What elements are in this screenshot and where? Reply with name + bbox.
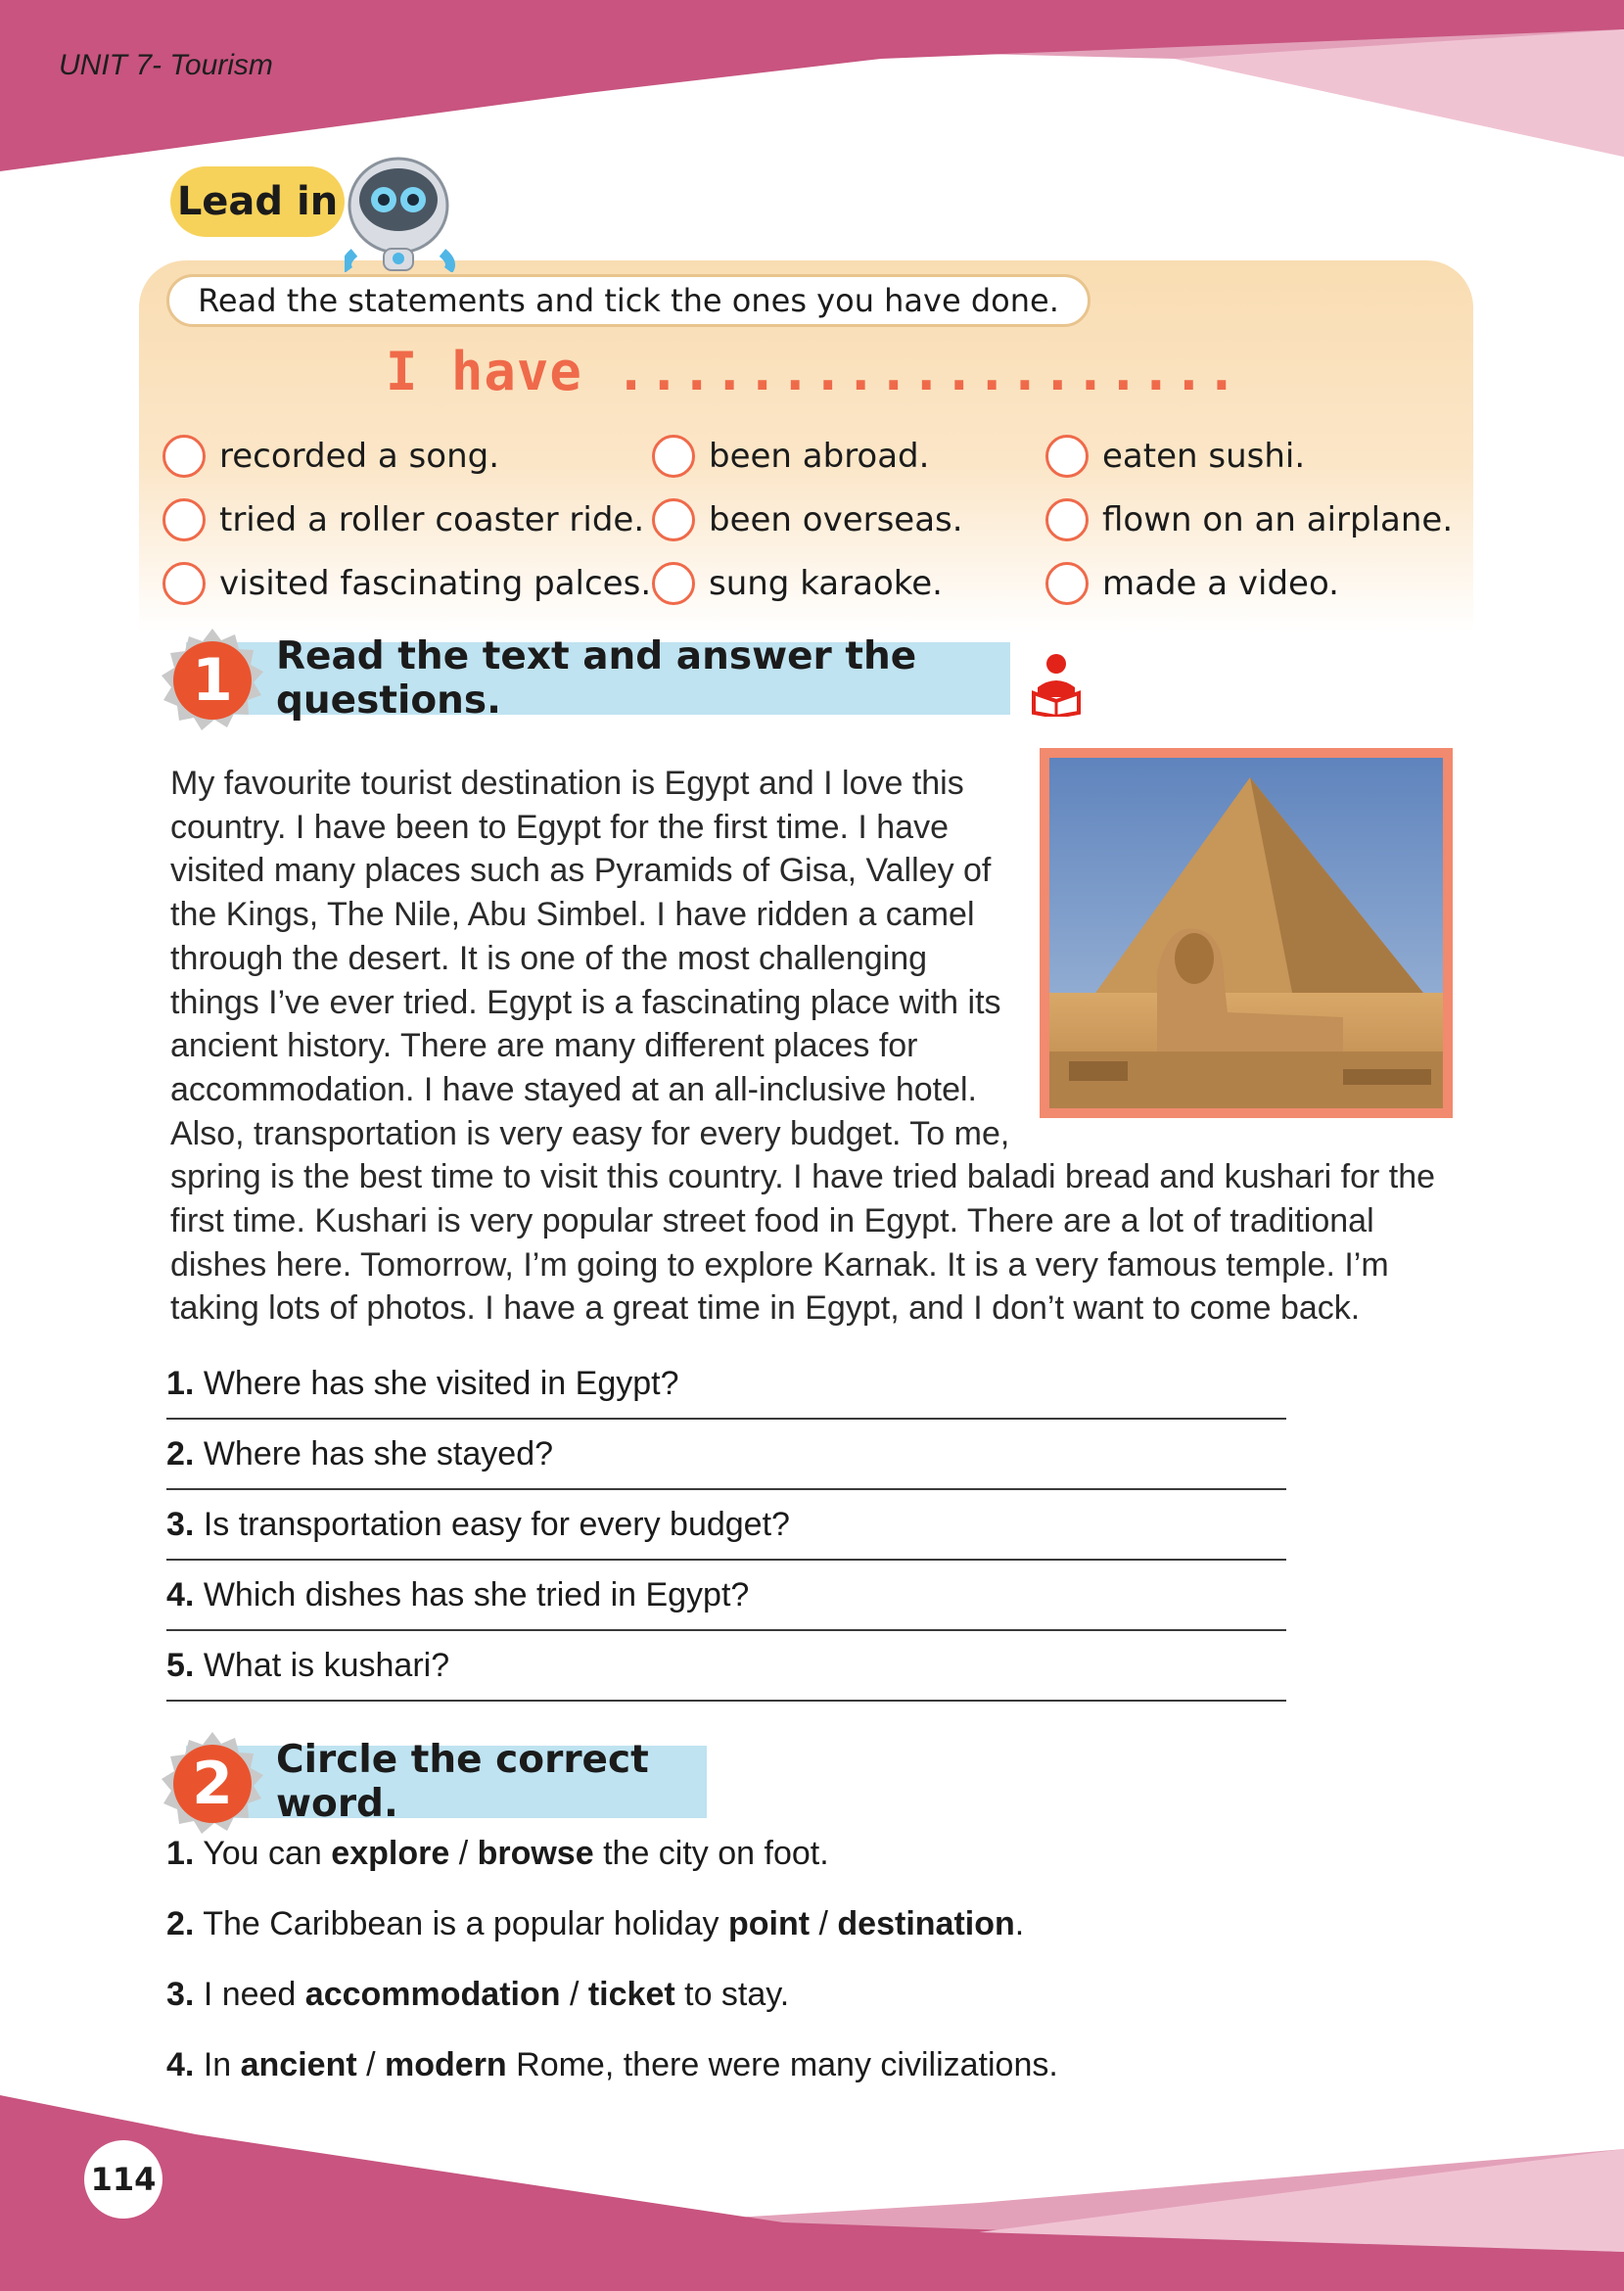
tick-circle-icon[interactable] xyxy=(652,562,695,605)
statement-item[interactable]: eaten sushi. xyxy=(1045,431,1305,482)
word-option-a[interactable]: point xyxy=(727,1905,811,1942)
section-1-title: Read the text and answer the questions. xyxy=(186,642,1010,715)
question-line[interactable]: 3. Is transportation easy for every budget? xyxy=(166,1506,1286,1561)
unit-label: UNIT 7- Tourism xyxy=(59,49,273,81)
tick-circle-icon[interactable] xyxy=(652,435,695,478)
word-option-a[interactable]: ancient xyxy=(240,2046,357,2083)
i-have-heading: I have ................... xyxy=(385,341,1239,402)
tick-circle-icon[interactable] xyxy=(162,498,206,541)
word-option-b[interactable]: browse xyxy=(477,1835,594,1872)
section-1-badge xyxy=(159,627,266,734)
section-2-badge xyxy=(159,1730,266,1838)
header-decoration xyxy=(0,0,1624,171)
section-2-number: 2 xyxy=(192,1750,233,1818)
statement-item[interactable]: recorded a song. xyxy=(162,431,499,482)
tick-circle-icon[interactable] xyxy=(1045,435,1089,478)
lead-in-instruction: Read the statements and tick the ones you have done. xyxy=(166,274,1090,327)
word-option-b[interactable]: destination xyxy=(837,1905,1015,1942)
reading-person-icon xyxy=(1028,652,1085,717)
question-line[interactable]: 5. What is kushari? xyxy=(166,1647,1286,1702)
reading-passage xyxy=(170,762,1453,1331)
word-option-a[interactable]: explore xyxy=(331,1835,450,1872)
statement-item[interactable]: visited fascinating palces. xyxy=(162,558,651,609)
word-option-b[interactable]: modern xyxy=(385,2046,507,2083)
statement-item[interactable]: flown on an airplane. xyxy=(1045,494,1453,545)
tick-circle-icon[interactable] xyxy=(162,435,206,478)
question-line[interactable]: 2. Where has she stayed? xyxy=(166,1435,1286,1490)
pyramid-and-sphinx-photo xyxy=(1040,748,1453,1118)
footer-decoration xyxy=(0,2095,1624,2291)
circle-word-item: 1. You can explore / browse the city on foot. xyxy=(166,1835,829,1872)
circle-word-item: 4. In ancient / modern Rome, there were many civilizations. xyxy=(166,2046,1058,2083)
question-line[interactable]: 4. Which dishes has she tried in Egypt? xyxy=(166,1576,1286,1631)
statement-item[interactable]: tried a roller coaster ride. xyxy=(162,494,644,545)
tick-circle-icon[interactable] xyxy=(162,562,206,605)
tick-circle-icon[interactable] xyxy=(1045,498,1089,541)
statement-item[interactable]: been abroad. xyxy=(652,431,929,482)
reading-passage-text: My favourite tourist destination is Egypt and I love this country. I have been to Egypt for the first time. I have visited many places such as Pyramids of Gisa, Valley of the Kings, The Nile, Abu Simbel. I have ridden a camel through the desert. It is one of the most challenging things I’ve ever tried. Egypt is a fascinating place with its ancient history. There are many different places for accommodation. I have stayed at an all-inclusive hotel. Also, transportation is very easy for every budget. To me, spring is the best time to visit this country. I have tried baladi bread and kushari for the first time. Kushari is very popular street food in Egypt. There are a lot of traditional dishes here. Tomorrow, I’m going to explore Karnak. It is a very famous temple. I’m taking lots of photos. I have a great time in Egypt, and I don’t want to come back. xyxy=(170,765,1436,1328)
robot-mascot-icon xyxy=(345,155,516,272)
circle-word-item: 2. The Caribbean is a popular holiday point / destination. xyxy=(166,1905,1025,1942)
section-1-number: 1 xyxy=(192,646,233,715)
statement-item[interactable]: sung karaoke. xyxy=(652,558,943,609)
statement-item[interactable]: made a video. xyxy=(1045,558,1339,609)
circle-word-item: 3. I need accommodation / ticket to stay. xyxy=(166,1976,790,2013)
word-option-b[interactable]: ticket xyxy=(587,1976,675,2013)
tick-circle-icon[interactable] xyxy=(1045,562,1089,605)
section-2-title: Circle the correct word. xyxy=(186,1746,707,1818)
page-number: 114 xyxy=(84,2140,162,2219)
statement-item[interactable]: been overseas. xyxy=(652,494,963,545)
photo-illustration xyxy=(1049,758,1443,1108)
question-line[interactable]: 1. Where has she visited in Egypt? xyxy=(166,1365,1286,1420)
word-option-a[interactable]: accommodation xyxy=(304,1976,561,2013)
lead-in-badge: Lead in xyxy=(170,166,345,237)
tick-circle-icon[interactable] xyxy=(652,498,695,541)
